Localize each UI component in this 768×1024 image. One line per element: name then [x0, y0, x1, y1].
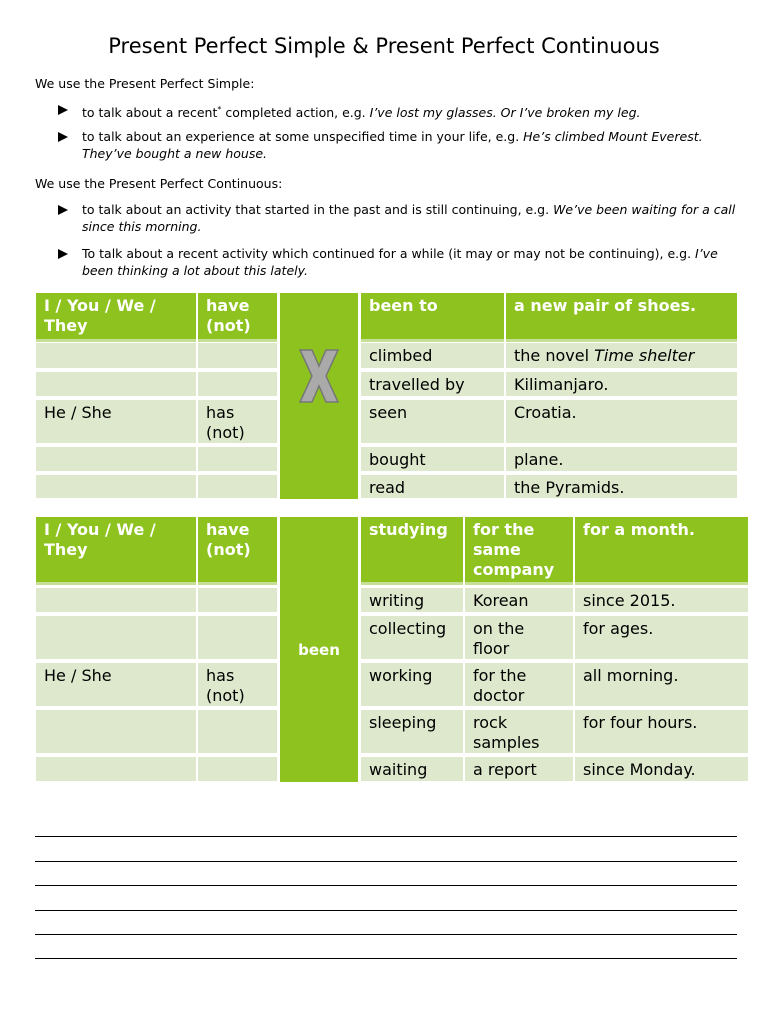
t1-verb-cell: read	[361, 475, 504, 501]
cross-mark-icon	[296, 348, 342, 404]
t1-subject-cell	[36, 372, 196, 399]
t1-aux-cell	[198, 343, 277, 371]
t1-subject-cell	[36, 343, 196, 371]
continuous-intro: We use the Present Perfect Continuous:	[35, 176, 283, 191]
t1-aux-has-not: has (not)	[198, 400, 277, 446]
t2-aux-cell	[198, 710, 277, 756]
t2-aux-cell	[198, 616, 277, 662]
t2-time-cell: for four hours.	[575, 710, 748, 756]
t2-header-verb: studying	[361, 517, 463, 585]
continuous-bullet-2: To talk about a recent activity which continued for a while (it may or may not be continuing), e.g. I’ve been thinking a lot about this lately.	[58, 245, 748, 279]
t2-time-cell: all morning.	[575, 663, 748, 709]
simple-intro: We use the Present Perfect Simple:	[35, 76, 255, 91]
t1-verb-cell: climbed	[361, 343, 504, 371]
t2-header-aux: have (not)	[198, 517, 277, 585]
t1-object-cell: plane.	[506, 447, 737, 474]
bullet-arrow-icon	[58, 132, 68, 142]
t2-verb-cell: waiting	[361, 757, 463, 784]
t1-subject-cell	[36, 447, 196, 474]
bullet-arrow-icon	[58, 205, 68, 215]
t2-object-cell: on the floor	[465, 616, 573, 662]
t1-header-subject: I / You / We / They	[36, 293, 196, 342]
t2-aux-has-not: has (not)	[198, 663, 277, 709]
t2-verb-cell: sleeping	[361, 710, 463, 756]
t2-object-cell: Korean	[465, 588, 573, 615]
t2-time-cell: since 2015.	[575, 588, 748, 615]
t2-object-cell: rock samples	[465, 710, 573, 756]
t1-aux-cell	[198, 447, 277, 474]
t2-aux-cell	[198, 588, 277, 615]
t1-object-cell: the Pyramids.	[506, 475, 737, 501]
t1-verb-cell: seen	[361, 400, 504, 446]
t1-header-aux: have (not)	[198, 293, 277, 342]
t2-verb-cell: working	[361, 663, 463, 709]
t2-subject-cell	[36, 616, 196, 662]
t1-object-cell: Croatia.	[506, 400, 737, 446]
bullet-arrow-icon	[58, 249, 68, 259]
t2-verb-cell: collecting	[361, 616, 463, 662]
t1-subject-he-she: He / She	[36, 400, 196, 446]
t1-verb-cell: bought	[361, 447, 504, 474]
t1-aux-cell	[198, 372, 277, 399]
t2-subject-cell	[36, 588, 196, 615]
writing-line	[35, 885, 737, 886]
simple-bullet-2: to talk about an experience at some unspecified time in your life, e.g. He’s climbed Mount Everest. They’ve bought a new house.	[58, 128, 748, 162]
t2-time-cell: for ages.	[575, 616, 748, 662]
t2-object-cell: a report	[465, 757, 573, 784]
simple-bullet-1: to talk about a recent* completed action, e.g. I’ve lost my glasses. Or I’ve broken my leg.	[58, 101, 748, 121]
t1-header-verb: been to	[361, 293, 504, 342]
t2-time-cell: since Monday.	[575, 757, 748, 784]
t1-object-cell: the novel Time shelter	[506, 343, 737, 371]
t2-subject-he-she: He / She	[36, 663, 196, 709]
t2-verb-cell: writing	[361, 588, 463, 615]
continuous-bullet-1: to talk about an activity that started in the past and is still continuing, e.g. We’ve been waiting for a call since this morning.	[58, 201, 748, 235]
t2-subject-cell	[36, 757, 196, 784]
writing-line	[35, 934, 737, 935]
t2-object-cell: for the doctor	[465, 663, 573, 709]
t1-header-object: a new pair of shoes.	[506, 293, 737, 342]
t1-verb-cell: travelled by	[361, 372, 504, 399]
t2-subject-cell	[36, 710, 196, 756]
page-title: Present Perfect Simple & Present Perfect Continuous	[108, 34, 660, 58]
writing-line	[35, 958, 737, 959]
t1-aux-cell	[198, 475, 277, 501]
t2-aux-cell	[198, 757, 277, 784]
writing-line	[35, 836, 737, 837]
t2-header-object: for the same company	[465, 517, 573, 585]
t2-header-subject: I / You / We / They	[36, 517, 196, 585]
t2-been-label: been	[298, 641, 340, 659]
t1-object-cell: Kilimanjaro.	[506, 372, 737, 399]
writing-line	[35, 861, 737, 862]
writing-line	[35, 910, 737, 911]
bullet-arrow-icon	[58, 105, 68, 115]
t2-header-time: for a month.	[575, 517, 748, 585]
t1-subject-cell	[36, 475, 196, 501]
